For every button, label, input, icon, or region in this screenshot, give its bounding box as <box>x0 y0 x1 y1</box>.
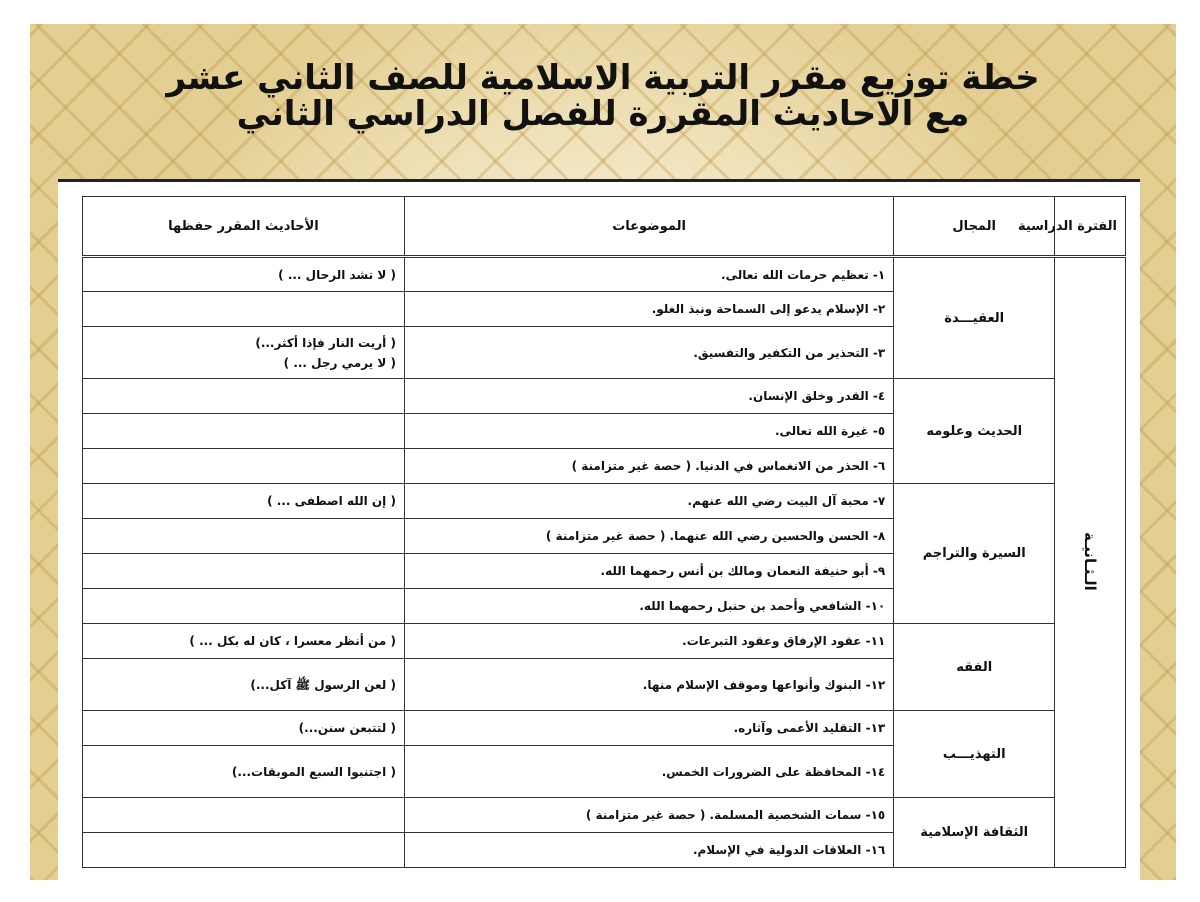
table-row <box>83 711 1126 746</box>
hadith-cell: ( من أنظر معسرا ، كان له بكل ... ) <box>83 624 405 659</box>
title-line-2: مع الاحاديث المقررة للفصل الدراسي الثاني <box>236 94 970 134</box>
hadith-cell <box>83 449 405 484</box>
hadith-cell: ( لعن الرسول ﷺ آكل...) <box>83 659 405 711</box>
topic-cell: ١٠- الشافعي وأحمد بن حنبل رحمهما الله. <box>404 589 893 624</box>
hadith-cell: ( لتتبعن سنن...) <box>83 711 405 746</box>
topic-cell: ٨- الحسن والحسين رضي الله عنهما. ( حصة غير متزامنة ) <box>404 519 893 554</box>
topic-cell: ٢- الإسلام يدعو إلى السماحة ونبذ الغلو. <box>404 292 893 327</box>
hadith-cell <box>83 379 405 414</box>
hadith-cell: ( لا تشد الرحال ... ) <box>83 257 405 292</box>
header-period: الفترة الدراسية <box>1055 197 1126 257</box>
topic-cell: ١- تعظيم حرمات الله تعالى. <box>404 257 893 292</box>
topic-cell: ٩- أبو حنيفة النعمان ومالك بن أنس رحمهما الله. <box>404 554 893 589</box>
document-sheet <box>58 179 1140 902</box>
table-row <box>83 484 1126 519</box>
hadith-cell <box>83 798 405 833</box>
period-cell <box>1055 257 1126 868</box>
domain-cell: السيرة والتراجم <box>894 484 1055 624</box>
header-topics: الموضوعات <box>404 197 893 257</box>
topic-cell: ١٣- التقليد الأعمى وآثاره. <box>404 711 893 746</box>
topic-cell: ١٦- العلاقات الدولية في الإسلام. <box>404 833 893 868</box>
hadith-line: ( لا يرمي رجل ... ) <box>283 355 396 370</box>
hadith-line: ( أريت النار فإذا أكثر...) <box>255 335 396 350</box>
header-hadith: الأحاديث المقرر حفظها <box>83 197 405 257</box>
topic-cell: ١١- عقود الإرفاق وعقود التبرعات. <box>404 624 893 659</box>
ornamental-frame <box>30 24 1176 880</box>
header-domain: المجال <box>894 197 1055 257</box>
table-row <box>83 379 1126 414</box>
domain-cell: العقيـــدة <box>894 257 1055 379</box>
domain-cell: الفقه <box>894 624 1055 711</box>
hadith-cell <box>83 519 405 554</box>
hadith-cell <box>83 833 405 868</box>
topic-cell: ١٤- المحافظة على الضرورات الخمس. <box>404 746 893 798</box>
hadith-cell: ( اجتنبوا السبع الموبقات...) <box>83 746 405 798</box>
curriculum-table <box>82 196 1126 868</box>
hadith-cell <box>83 414 405 449</box>
hadith-cell <box>83 589 405 624</box>
domain-cell: التهذيـــب <box>894 711 1055 798</box>
domain-cell: الحديث وعلومه <box>894 379 1055 484</box>
topic-cell: ٧- محبة آل البيت رضي الله عنهم. <box>404 484 893 519</box>
hadith-cell: ( إن الله اصطفى ... ) <box>83 484 405 519</box>
title-line-1: خطة توزيع مقرر التربية الاسلامية للصف الثاني عشر <box>166 58 1040 98</box>
hadith-cell <box>83 327 405 379</box>
topic-cell: ١٥- سمات الشخصية المسلمة. ( حصة غير متزامنة ) <box>404 798 893 833</box>
hadith-cell <box>83 554 405 589</box>
topic-cell: ٥- غيرة الله تعالى. <box>404 414 893 449</box>
topic-cell: ٣- التحذير من التكفير والتفسيق. <box>404 327 893 379</box>
topic-cell: ٦- الحذر من الانغماس في الدنيا. ( حصة غير متزامنة ) <box>404 449 893 484</box>
page-title <box>30 60 1176 132</box>
table-row <box>83 257 1126 292</box>
table-row <box>83 624 1126 659</box>
period-label: الـثـانيـة <box>1081 531 1100 591</box>
topic-cell: ٤- القدر وخلق الإنسان. <box>404 379 893 414</box>
table-row <box>83 798 1126 833</box>
domain-cell: الثقافة الإسلامية <box>894 798 1055 868</box>
hadith-cell <box>83 292 405 327</box>
topic-cell: ١٢- البنوك وأنواعها وموقف الإسلام منها. <box>404 659 893 711</box>
